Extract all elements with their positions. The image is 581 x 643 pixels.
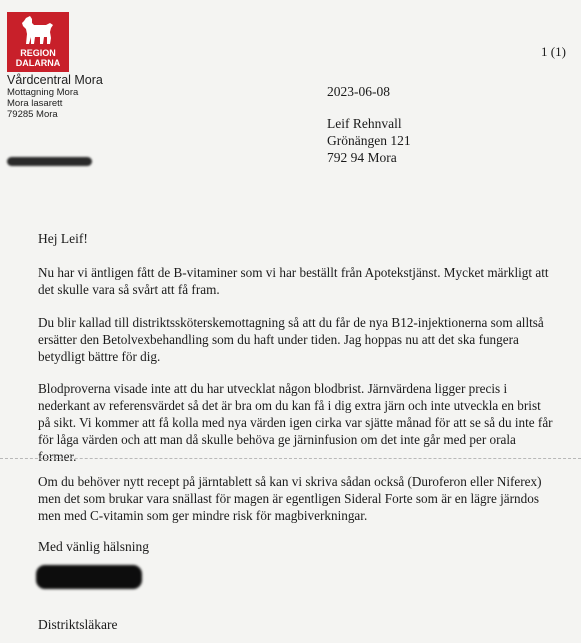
paragraph-line: Du blir kallad till distriktssköterskemottagning så att du får de nya B12-injektionerna som alltså <box>38 315 544 330</box>
logo-line-2: DALARNA <box>15 58 61 68</box>
paragraph-4 <box>38 473 542 524</box>
sender-line: 79285 Mora <box>7 109 58 120</box>
paragraph-2 <box>38 314 544 365</box>
sender-line: Mottagning Mora <box>7 87 79 98</box>
closing: Med vänlig hälsning <box>38 539 149 554</box>
paragraph-line: nederkant av referensvärdet så det är bra om du kan få i dig extra järn och inte utveckla en brist <box>38 398 541 413</box>
fold-line <box>0 458 581 460</box>
sender-line: Mora lasarett <box>7 98 63 109</box>
sender-address <box>7 73 103 120</box>
recipient-street: Grönängen 121 <box>327 133 411 148</box>
logo-line-1: REGION <box>20 48 56 58</box>
recipient-name: Leif Rehnvall <box>327 116 402 131</box>
greeting: Hej Leif! <box>38 231 88 246</box>
paragraph-line: på sikt. Vi kommer att få kolla med nya värden igen cirka var sjätte månad för att se så du inte får <box>38 415 553 430</box>
region-dalarna-logo <box>7 12 69 72</box>
page-number: 1 (1) <box>541 44 566 59</box>
paragraph-line: Nu har vi äntligen fått de B-vitaminer som vi har beställt från Apotekstjänst. Mycket märkligt att <box>38 265 549 280</box>
paragraph-line: Om du behöver nytt recept på järntablett så kan vi skriva sådan också (Duroferon eller Niferex) <box>38 474 542 489</box>
paragraph-line: betydligt bättre för dig. <box>38 349 161 364</box>
recipient-postal: 792 94 Mora <box>327 150 397 165</box>
dala-horse-icon <box>20 16 56 48</box>
letter-date: 2023-06-08 <box>327 84 390 99</box>
paragraph-line: Blodproverna visade inte att du har utvecklat någon blodbrist. Järnvärdena ligger precis i <box>38 381 508 396</box>
signer-title: Distriktsläkare <box>38 617 118 632</box>
paragraph-line: för låga värden och att man då skulle behöva ge järninfusion om det inte går med per orala <box>38 432 516 447</box>
redacted-signature <box>36 565 142 589</box>
paragraph-1 <box>38 264 549 298</box>
recipient-address <box>327 115 411 166</box>
paragraph-line: men det som brukar vara snällast för magen är egentligen Sideral Forte som är en lägre järndos <box>38 491 539 506</box>
paragraph-3 <box>38 380 553 465</box>
paragraph-line: former. <box>38 449 77 464</box>
paragraph-line: det skulle vara så svårt att få fram. <box>38 282 220 297</box>
paragraph-line: men med C-vitamin som ger mindre risk för magbiverkningar. <box>38 508 368 523</box>
paragraph-line: ersätter den Betolvexbehandling som du haft under tiden. Jag hoppas nu att det ska fungera <box>38 332 519 347</box>
redacted-id-number <box>7 157 92 166</box>
sender-org: Vårdcentral Mora <box>7 73 103 87</box>
